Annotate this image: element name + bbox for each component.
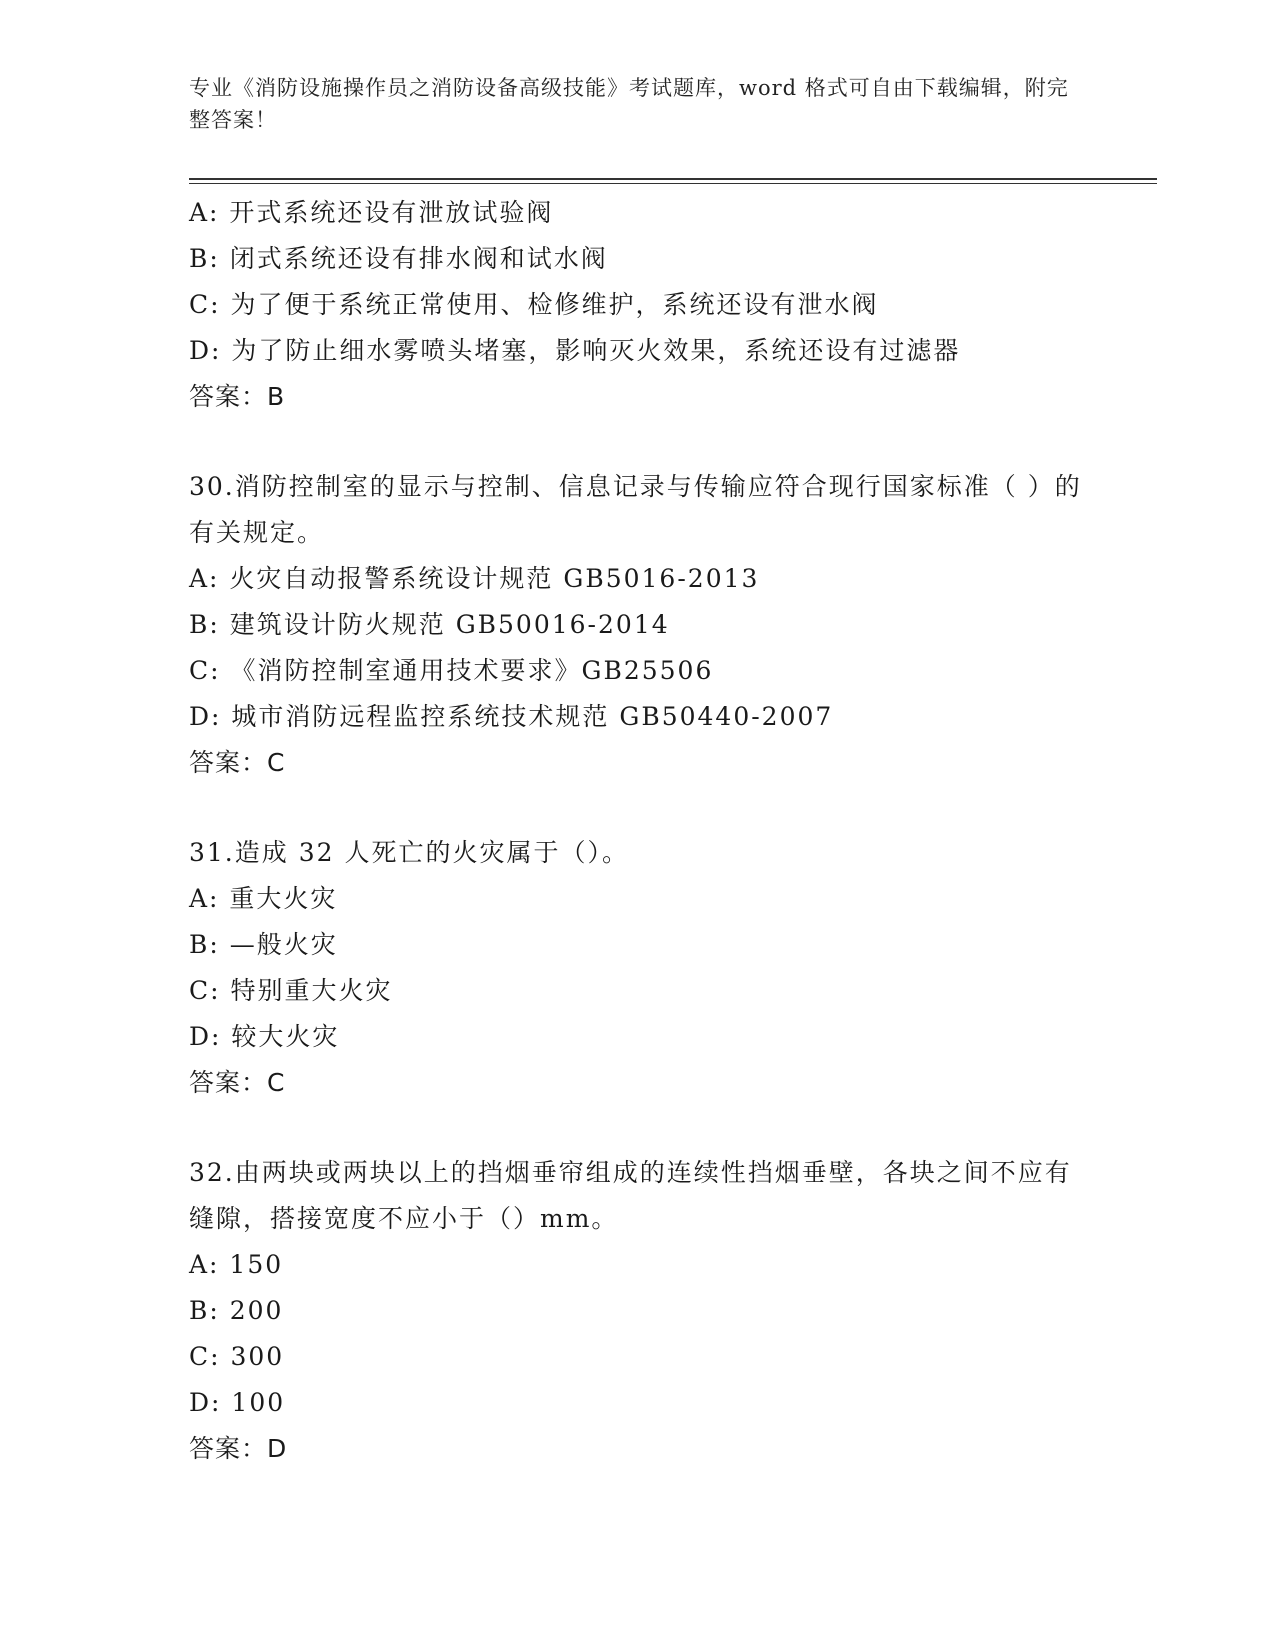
option-a: A: 重大火灾 — [189, 884, 338, 913]
option-a: A: 火灾自动报警系统设计规范 GB5016-2013 — [189, 564, 760, 593]
header-divider-thick — [189, 178, 1157, 180]
option-a: A: 150 — [189, 1250, 284, 1279]
question-list — [189, 190, 1089, 1472]
document-header: 专业《消防设施操作员之消防设备高级技能》考试题库，word 格式可自由下载编辑，附完整答案！ — [189, 76, 1069, 132]
option-c: C: 为了便于系统正常使用、检修维护，系统还设有泄水阀 — [189, 290, 879, 319]
option-a: A: 开式系统还设有泄放试验阀 — [189, 198, 554, 227]
question-32 — [189, 1150, 1089, 1472]
option-d: D: 城市消防远程监控系统技术规范 GB50440-2007 — [189, 702, 834, 731]
option-d: D: 100 — [189, 1388, 286, 1417]
question-stem: 31.造成 32 人死亡的火灾属于（）。 — [189, 838, 629, 867]
question-29 — [189, 190, 1089, 420]
answer: 答案：B — [189, 382, 286, 411]
option-b: B: 200 — [189, 1296, 284, 1325]
question-30 — [189, 464, 1089, 786]
answer: 答案：D — [189, 1434, 288, 1463]
option-b: B: 建筑设计防火规范 GB50016-2014 — [189, 610, 670, 639]
option-d: D: 较大火灾 — [189, 1022, 340, 1051]
question-stem: 30.消防控制室的显示与控制、信息记录与传输应符合现行国家标准（ ）的有关规定。 — [189, 472, 1082, 547]
answer: 答案：C — [189, 1068, 286, 1097]
question-31 — [189, 830, 1089, 1106]
question-stem: 32.由两块或两块以上的挡烟垂帘组成的连续性挡烟垂壁，各块之间不应有缝隙，搭接宽度不应小于（）mm。 — [189, 1158, 1072, 1233]
option-c: C: 《消防控制室通用技术要求》GB25506 — [189, 656, 714, 685]
option-c: C: 300 — [189, 1342, 285, 1371]
option-c: C: 特别重大火灾 — [189, 976, 393, 1005]
option-d: D: 为了防止细水雾喷头堵塞，影响灭火效果，系统还设有过滤器 — [189, 336, 961, 365]
header-divider-thin — [189, 183, 1157, 184]
option-b: B: —般火灾 — [189, 930, 338, 959]
answer: 答案：C — [189, 748, 286, 777]
option-b: B: 闭式系统还设有排水阀和试水阀 — [189, 244, 608, 273]
